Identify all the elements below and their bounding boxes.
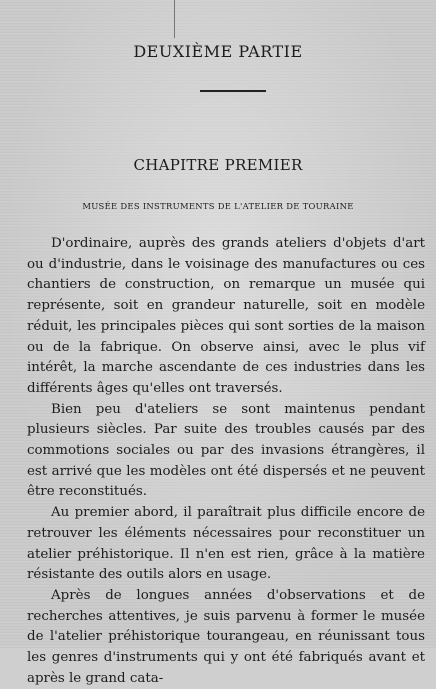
paragraph-2: Bien peu d'ateliers se sont maintenus pendant plusieurs siècles. Par suite des troubles causés par des commotions sociales ou par des invasions étrangères, il est arrivé que les modèles ont été dispersés et ne peuvent être reconstitués. xyxy=(27,401,425,500)
paragraph-4: Après de longues années d'observations et de recherches attentives, je suis parvenu à former le musée de l'atelier préhistorique tourangeau, en réunissant tous les genres d'instruments qui y ont été fabriqués avant et après le grand cata- xyxy=(27,587,425,686)
body-text xyxy=(27,234,425,689)
paragraph-3: Au premier abord, il paraîtrait plus difficile encore de retrouver les éléments nécessaires pour reconstituer un atelier préhistorique. Il n'en est rien, grâce à la matière résistante des outils alors en usage. xyxy=(27,505,425,583)
chapter-title: CHAPITRE PREMIER xyxy=(133,156,303,174)
part-title: DEUXIÈME PARTIE xyxy=(133,42,303,61)
title-divider xyxy=(200,90,266,92)
page-crease xyxy=(174,0,175,38)
section-title: MUSÉE DES INSTRUMENTS DE L'ATELIER DE TOURAINE xyxy=(82,201,354,211)
paragraph-1: D'ordinaire, auprès des grands ateliers d'objets d'art ou d'industrie, dans le voisinage des manufactures ou ces chantiers de construction, on remarque un musée qui représente, soit en grandeur naturelle, soit en modèle réduit, les principales pièces qui sont sorties de la maison ou de la fabrique. On observe ainsi, avec le plus vif intérêt, la marche ascendante de ces industries dans les différents âges qu'elles ont traversés. xyxy=(27,236,425,396)
